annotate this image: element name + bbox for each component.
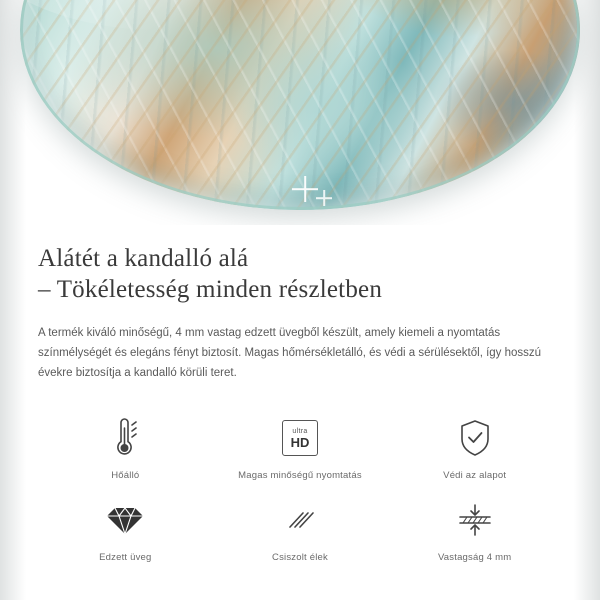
- shield-check-icon: [455, 415, 495, 461]
- feature-label: Csiszolt élek: [272, 552, 328, 563]
- headline-line-2: – Tökéletesség minden részletben: [38, 276, 383, 303]
- feature-label: Vastagság 4 mm: [437, 552, 512, 563]
- page-title: [38, 243, 562, 305]
- hero-image: [0, 0, 600, 225]
- description-paragraph: A termék kiváló minőségű, 4 mm vastag edzett üvegből készült, amely kiemeli a nyomtatás színmélységét és elegáns fényt biztosít. Magas hőmérsékletálló, és védi a sérülésektől, így hosszú évekre biztosítja a kandalló körüli teret.: [38, 327, 542, 379]
- feature-label: Védi az alapot: [443, 470, 507, 481]
- polished-edges-icon: [280, 497, 320, 543]
- feature-label: Magas minőségű nyomtatás: [238, 470, 362, 481]
- thermometer-icon: [105, 415, 145, 461]
- feature-label: Hőálló: [111, 470, 140, 481]
- text-content: [0, 243, 600, 567]
- ultra-hd-icon: [282, 415, 318, 461]
- round-marble-glass-mat: [20, 0, 580, 210]
- diamond-icon: [103, 497, 147, 543]
- feature-print-quality: [213, 409, 388, 485]
- hd-text: HD: [290, 434, 310, 450]
- feature-protects-surface: [387, 409, 562, 485]
- headline-line-1: Alátét a kandalló alá: [38, 245, 249, 272]
- thickness-icon: [453, 497, 497, 543]
- feature-grid: [38, 409, 562, 567]
- ultra-text: ultra: [292, 427, 308, 435]
- feature-tempered-glass: [38, 491, 213, 567]
- feature-label: Edzett üveg: [99, 552, 152, 563]
- feature-polished-edges: [213, 491, 388, 567]
- feature-heat-resistant: [38, 409, 213, 485]
- feature-thickness: [387, 491, 562, 567]
